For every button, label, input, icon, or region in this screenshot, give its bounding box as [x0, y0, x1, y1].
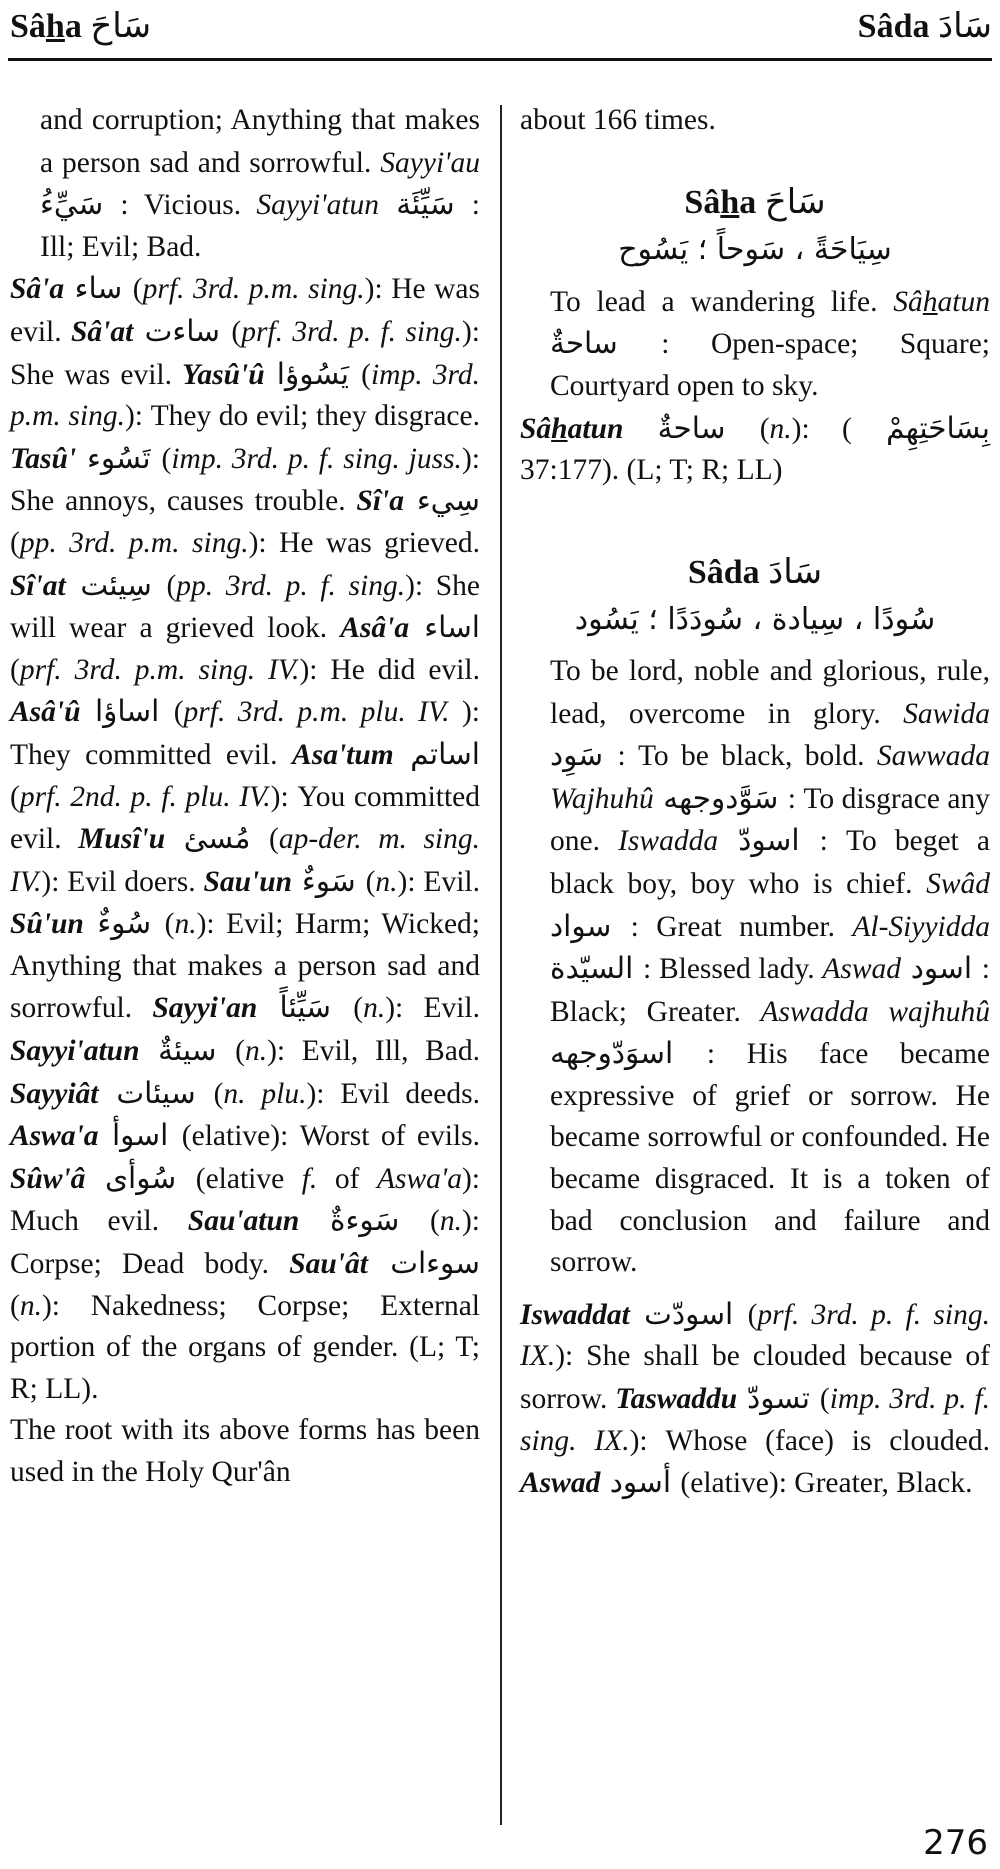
italic-term: imp. 3rd. p.m. sing.	[10, 358, 480, 433]
italic-term: pp. 3rd. p. f. sing.	[176, 569, 406, 602]
header-left-tail: a	[64, 8, 82, 45]
italic-term: Aswa'a	[376, 1162, 462, 1195]
text-run: : His face became expressive of grief or sorrow. He became sorrowful or confounded. He became disgraced. It is a token of bad conclusion and failure and sorrow.	[550, 1038, 990, 1279]
text-run: : To beget a black boy, boy who is chief.	[550, 825, 990, 900]
italic-term: Al-Siyyidda	[852, 910, 990, 943]
arabic-word: سواد	[550, 908, 631, 943]
italic-term: n.	[439, 1205, 462, 1238]
italic-term: prf. 3rd. p. f. sing. IX.	[520, 1298, 990, 1373]
arabic-word: السيّدة	[550, 951, 644, 986]
saha-heading	[520, 182, 990, 224]
arabic-word: ساء	[64, 271, 133, 306]
entry-term: Sî'a	[356, 485, 404, 518]
column-divider	[500, 105, 502, 1825]
italic-term: atun	[937, 285, 990, 318]
sada-heading	[520, 552, 990, 594]
arabic-word: سوءات	[367, 1246, 480, 1281]
italic-term: ap-der. m. sing. IV.	[10, 823, 480, 898]
left-column	[10, 100, 480, 1494]
saha-heading-underlined: h	[720, 183, 740, 221]
arabic-word: سُوءٌ	[83, 906, 165, 941]
arabic-word: سَوَّدوجهه	[653, 780, 788, 815]
sada-heading-word: Sâda	[687, 553, 760, 591]
text-run: (	[166, 569, 177, 602]
arabic-word: سُوأى	[85, 1160, 196, 1195]
text-run: (	[819, 1383, 830, 1416]
entry-term: Musî'u	[78, 823, 166, 856]
entry-term: Tasû'	[10, 442, 77, 475]
text-run: (	[759, 412, 770, 445]
arabic-word: اساء	[409, 610, 480, 645]
italic-term: imp. 3rd. p. f. sing. IX.	[520, 1383, 990, 1457]
italic-term: Swâd	[926, 867, 990, 900]
arabic-word: اسودّت	[629, 1296, 748, 1331]
text-run: (	[10, 1289, 20, 1322]
arabic-word: اساتم	[393, 736, 480, 771]
arabic-word: تَسُوء	[76, 440, 162, 475]
italic-term: Sawida	[903, 697, 990, 730]
entry-term: Sâ'a	[10, 273, 65, 306]
italic-term: Iswadda	[618, 825, 719, 858]
text-run: ): Corpse; Dead body.	[10, 1205, 480, 1281]
text-run: : Ill; Evil; Bad.	[40, 189, 480, 263]
arabic-word: اسوَدّوجهه	[550, 1036, 707, 1071]
entry-term: Iswaddat	[520, 1298, 630, 1331]
left-closing-paragraph: The root with its above forms has been used in the Holy Qur'ân	[10, 1414, 480, 1488]
text-run: ): She annoys, causes trouble.	[10, 442, 480, 518]
text-run: ): Nakedness; Corpse; External portion of the organs of gender. (L; T; R; LL).	[10, 1289, 480, 1405]
header-right-word: Sâda	[857, 8, 930, 45]
page-header	[0, 0, 1000, 62]
arabic-word: اسودّ	[718, 823, 820, 858]
text-run: (	[10, 780, 20, 813]
text-run: ): Evil.	[385, 992, 480, 1025]
text-run: : Great number.	[630, 910, 853, 943]
arabic-word: ساءت	[133, 313, 232, 348]
arabic-word: سَوءٌ	[292, 863, 366, 898]
text-run: and corruption; Anything that makes a person sad and sorrowful.	[40, 104, 480, 179]
header-left-underlined: h	[45, 8, 65, 45]
text-run: : To be black, bold.	[617, 740, 877, 773]
text-run: ): Evil, Ill, Bad.	[267, 1035, 480, 1068]
saha-heading-pre: Sâ	[684, 183, 721, 221]
arabic-word: اساؤا	[80, 694, 174, 729]
entry-term: Aswa'a	[10, 1120, 99, 1153]
entry-term-underlined: h	[551, 412, 568, 445]
text-run: (elative): Greater, Black.	[680, 1467, 973, 1500]
text-run: ): He was evil.	[10, 273, 481, 348]
text-run: : To disgrace any one.	[550, 782, 990, 858]
entry-term: Sûw'â	[10, 1162, 86, 1195]
entry-term: Sâ	[520, 412, 552, 445]
entry-term: Taswaddu	[615, 1383, 738, 1416]
italic-term: n. plu.	[223, 1077, 307, 1110]
text-run: (	[10, 653, 20, 686]
text-run: : Open-space; Square; Courtyard open to sky.	[550, 328, 990, 402]
italic-term: f.	[301, 1162, 318, 1195]
text-run: ): Evil; Harm; Wicked; Anything that makes a person sad and sorrowful.	[10, 908, 480, 1025]
italic-term: Sâ	[893, 285, 923, 318]
text-run: ): They do evil; they disgrace.	[124, 400, 480, 433]
italic-term: n.	[375, 865, 398, 898]
arabic-word: ساحةٌ	[550, 326, 662, 361]
text-run: ): He did evil.	[299, 653, 480, 686]
italic-term: prf. 3rd. p.m. sing.	[142, 273, 365, 306]
italic-term: pp. 3rd. p.m. sing.	[19, 526, 249, 559]
text-run: ): They committed evil.	[10, 696, 480, 771]
arabic-word: سَوِد	[550, 738, 618, 773]
text-run: ): Evil deeds.	[306, 1077, 480, 1110]
arabic-word: ساحةٌ	[623, 410, 760, 445]
text-run: ): Whose (face) is clouded.	[629, 1424, 990, 1457]
entry-term: Asâ'a	[340, 612, 410, 645]
italic-term: Sawwada Wajhuhû	[550, 740, 990, 815]
text-run: ): She was evil.	[10, 315, 480, 391]
arabic-word: سَيِّئَة	[379, 187, 472, 222]
text-run: ): He was grieved.	[248, 526, 480, 559]
header-left-entry	[10, 6, 151, 46]
sada-definition	[520, 651, 990, 1284]
arabic-word: اسود	[901, 951, 982, 986]
text-run: ): Evil doers.	[41, 865, 204, 898]
text-run: (	[213, 1077, 224, 1110]
arabic-word: أسود	[600, 1465, 681, 1500]
text-run: ): (	[791, 412, 852, 445]
entry-term: atun	[567, 412, 624, 445]
text-run: ): She shall be clouded because of sorrow.	[520, 1340, 990, 1416]
text-run: To be lord, noble and glorious, rule, lead, overcome in glory.	[550, 654, 990, 730]
italic-term: n.	[363, 992, 386, 1025]
entry-term: Aswad	[520, 1467, 601, 1500]
italic-term: Aswadda wajhuhû	[760, 995, 990, 1028]
italic-term: n.	[174, 908, 197, 941]
entry-term: Sayyiât	[10, 1077, 99, 1110]
arabic-word: سَوءةٌ	[299, 1203, 430, 1238]
text-run: To lead a wandering life.	[550, 285, 894, 318]
right-column	[520, 100, 990, 1505]
text-run: (	[173, 696, 184, 729]
saha-heading-post: a	[739, 183, 757, 221]
italic-term: prf. 3rd. p.m. sing. IV.	[19, 653, 300, 686]
header-rule	[8, 58, 992, 61]
arabic-word: اسوأ	[98, 1118, 182, 1153]
italic-term: Aswad	[822, 953, 902, 986]
text-run: (	[164, 908, 175, 941]
text-run: (	[132, 273, 143, 306]
sada-heading-arabic: سَادَ	[768, 551, 823, 592]
text-run: (	[235, 1035, 245, 1068]
italic-term: prf. 3rd. p. f. sing.	[241, 315, 462, 348]
right-continuation: about 166 times.	[520, 104, 716, 136]
text-run: ): Much evil.	[10, 1162, 480, 1238]
text-run: (elative): Worst of evils.	[181, 1120, 480, 1153]
italic-term: imp. 3rd. p. f. sing. juss.	[171, 442, 462, 475]
arabic-word: مُسئ	[165, 821, 270, 856]
text-run: of	[317, 1162, 377, 1195]
text-run: : Black; Greater.	[550, 953, 990, 1028]
text-run: (	[353, 992, 364, 1025]
entry-term: Sau'un	[203, 865, 293, 898]
text-run: ): Evil.	[397, 865, 480, 898]
entry-term: Yasû'û	[182, 358, 265, 391]
italic-term-underlined: h	[922, 285, 938, 318]
text-run: (elative	[195, 1162, 302, 1195]
saha-heading-arabic: سَاحَ	[764, 181, 826, 222]
header-left-word: Sâ	[10, 8, 46, 45]
italic-term: Sayyi'au	[380, 146, 480, 179]
arabic-word: سِيء	[403, 483, 480, 518]
arabic-word: يَسُوؤا	[264, 356, 362, 391]
italic-term: prf. 2nd. p. f. plu. IV.	[19, 780, 271, 813]
text-run: (	[361, 358, 371, 391]
entry-term: Sû'un	[10, 908, 84, 941]
sada-entry	[520, 1294, 990, 1505]
italic-term: n.	[19, 1289, 42, 1322]
left-continuation-paragraph	[10, 100, 480, 268]
entry-term: Sau'atun	[187, 1205, 300, 1238]
header-right-arabic: سَادَ	[938, 6, 992, 46]
entry-term: Asa'tum	[292, 738, 394, 771]
italic-term: Sayyi'atun	[256, 189, 380, 222]
entry-term: Sau'ât	[289, 1248, 368, 1281]
text-run: 37:177). (L; T; R; LL)	[520, 454, 783, 487]
arabic-word: سَيِّئاً	[257, 990, 354, 1025]
text-run: (	[365, 865, 376, 898]
text-run: (	[231, 315, 242, 348]
arabic-word: تسودّ	[737, 1381, 820, 1416]
text-run: (	[161, 442, 172, 475]
entry-term: Sî'at	[10, 569, 66, 602]
entry-term: Sayyi'an	[152, 992, 258, 1025]
text-run: ): You committed evil.	[10, 780, 481, 856]
arabic-word: سَيِّءُ	[40, 187, 121, 222]
page-number: 276	[923, 1823, 988, 1863]
text-run: (	[747, 1298, 758, 1331]
text-run: (	[269, 823, 279, 856]
text-run: ): She will wear a grieved look.	[10, 569, 480, 645]
saha-definition	[520, 281, 990, 408]
saha-forms: سِيَاحَةً ، سَوحاً ؛ يَسُوح	[618, 232, 892, 268]
text-run: (	[10, 526, 20, 559]
arabic-word: سيئةٌ	[139, 1033, 236, 1068]
italic-term: prf. 3rd. p.m. plu. IV.	[183, 696, 462, 729]
entry-term: Sâ'at	[70, 315, 134, 348]
header-left-arabic: سَاحَ	[90, 6, 152, 46]
arabic-word: سِيئت	[65, 567, 167, 602]
italic-term: n.	[244, 1035, 268, 1068]
text-run: (	[430, 1205, 440, 1238]
italic-term: n.	[769, 412, 792, 445]
arabic-word: سيئات	[98, 1075, 214, 1110]
saha-entry	[520, 408, 990, 492]
text-run: : Vicious.	[120, 189, 257, 222]
sada-forms: سُودًا ، سِيادة ، سُودَدًا ؛ يَسُود	[574, 602, 936, 638]
entry-term: Sayyi'atun	[10, 1035, 140, 1068]
entry-term: Asâ'û	[10, 696, 81, 729]
text-run: : Blessed lady.	[643, 953, 823, 986]
left-entry-paragraph	[10, 268, 480, 1410]
arabic-word: بِسَاحَتِهِمْ	[851, 410, 990, 445]
header-right-entry	[858, 6, 992, 46]
